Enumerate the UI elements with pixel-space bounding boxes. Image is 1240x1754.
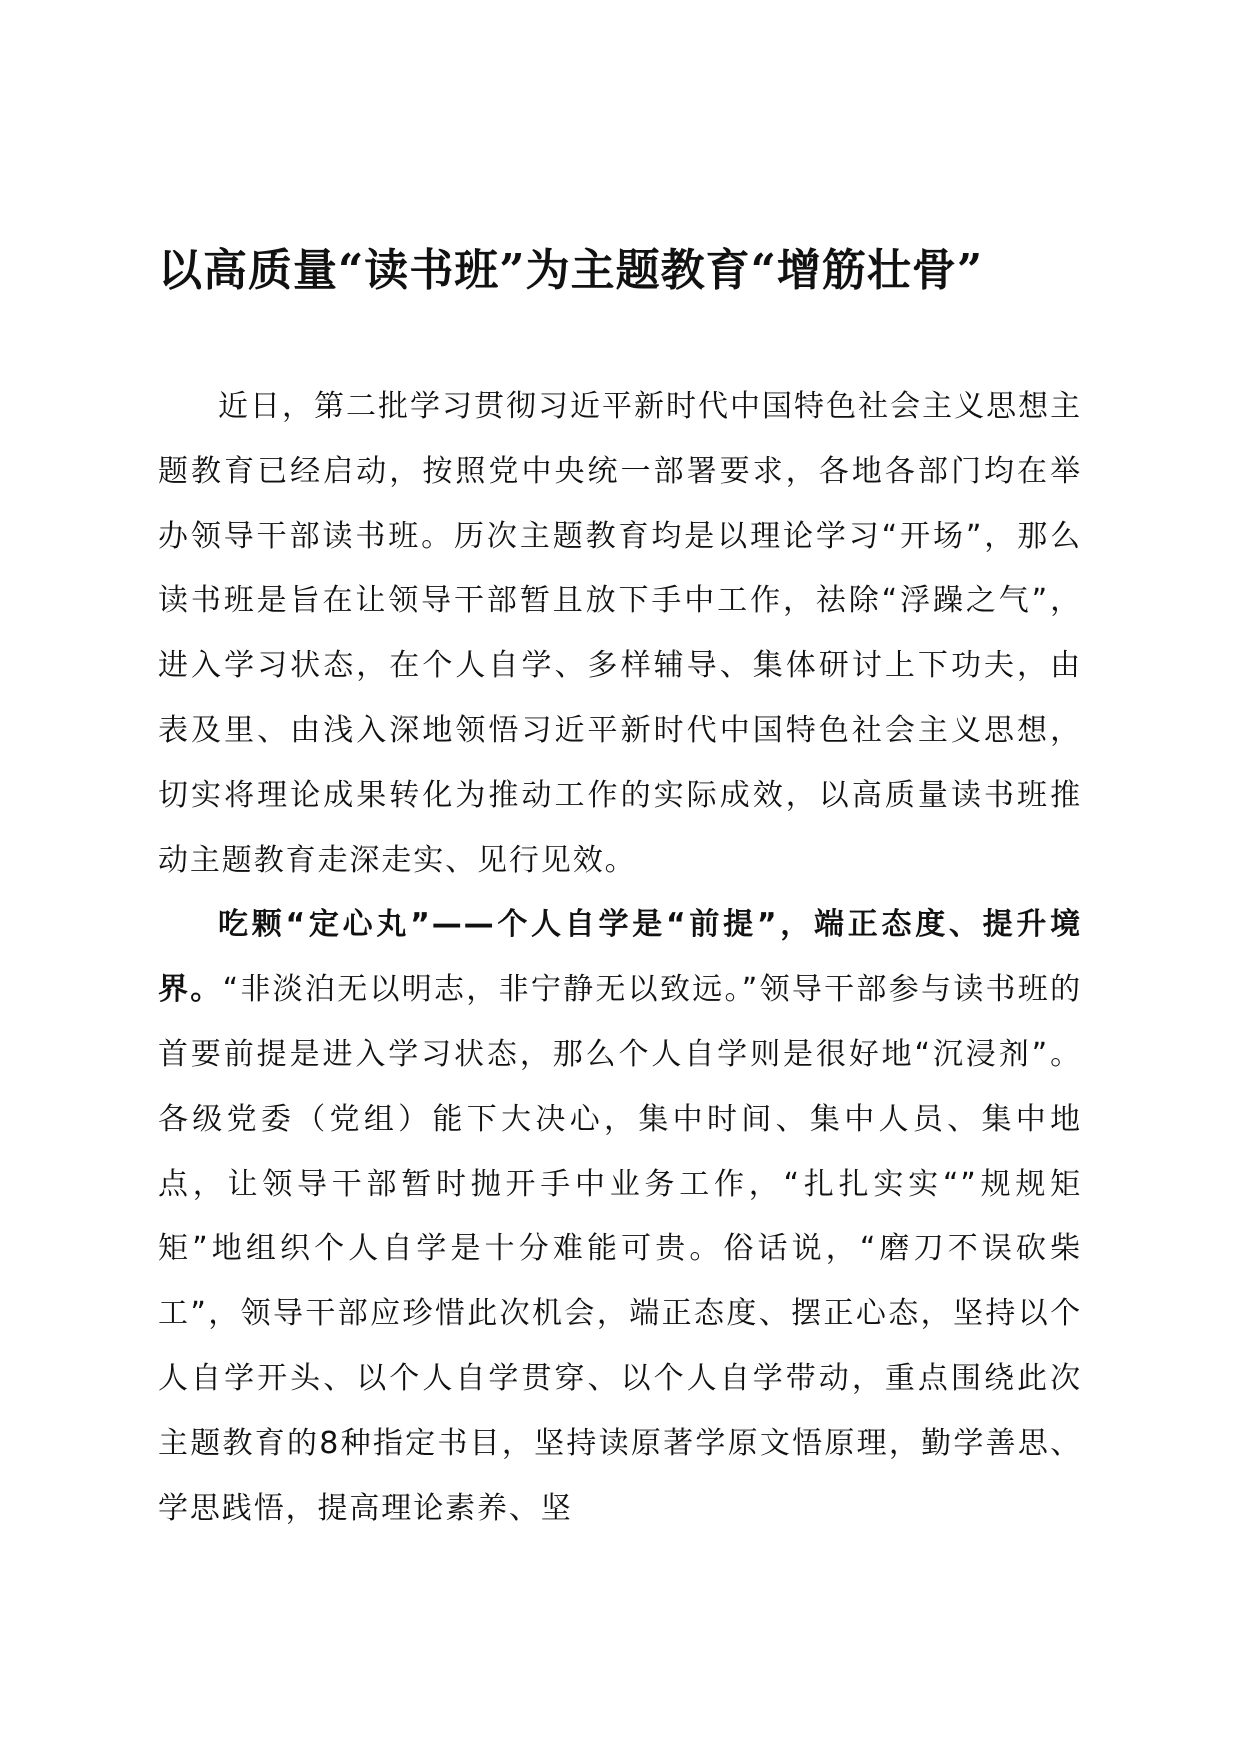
paragraph-self-study-heading: 吃颗“定心丸”——个人自学是“前提”，端正态度、提升境界。 (158, 907, 1082, 1008)
document-body (158, 375, 1082, 1541)
paragraph-self-study-text: “非淡泊无以明志，非宁静无以致远。”领导干部参与读书班的首要前提是进入学习状态，那么个人自学则是很好地“沉浸剂”。各级党委（党组）能下大决心，集中时间、集中人员、集中地点，让领导干部暂时抛开手中业务工作，“扎扎实实“”规规矩矩”地组织个人自学是十分难能可贵。俗话说，“磨刀不误砍柴工”，领导干部应珍惜此次机会，端正态度、摆正心态，坚持以个人自学开头、以个人自学贯穿、以个人自学带动，重点围绕此次主题教育的8种指定书目，坚持读原著学原文悟原理，勤学善思、学思践悟，提高理论素养、坚 (158, 972, 1082, 1526)
paragraph-intro-text: 近日，第二批学习贯彻习近平新时代中国特色社会主义思想主题教育已经启动，按照党中央统一部署要求，各地各部门均在举办领导干部读书班。历次主题教育均是以理论学习“开场”，那么读书班是旨在让领导干部暂且放下手中工作，祛除“浮躁之气”，进入学习状态，在个人自学、多样辅导、集体研讨上下功夫，由表及里、由浅入深地领悟习近平新时代中国特色社会主义思想，切实将理论成果转化为推动工作的实际成效，以高质量读书班推动主题教育走深走实、见行见效。 (158, 389, 1082, 878)
document-title: 以高质量“读书班”为主题教育“增筋壮骨” (158, 245, 984, 296)
paragraph-self-study (158, 893, 1082, 1541)
paragraph-intro (158, 375, 1082, 893)
